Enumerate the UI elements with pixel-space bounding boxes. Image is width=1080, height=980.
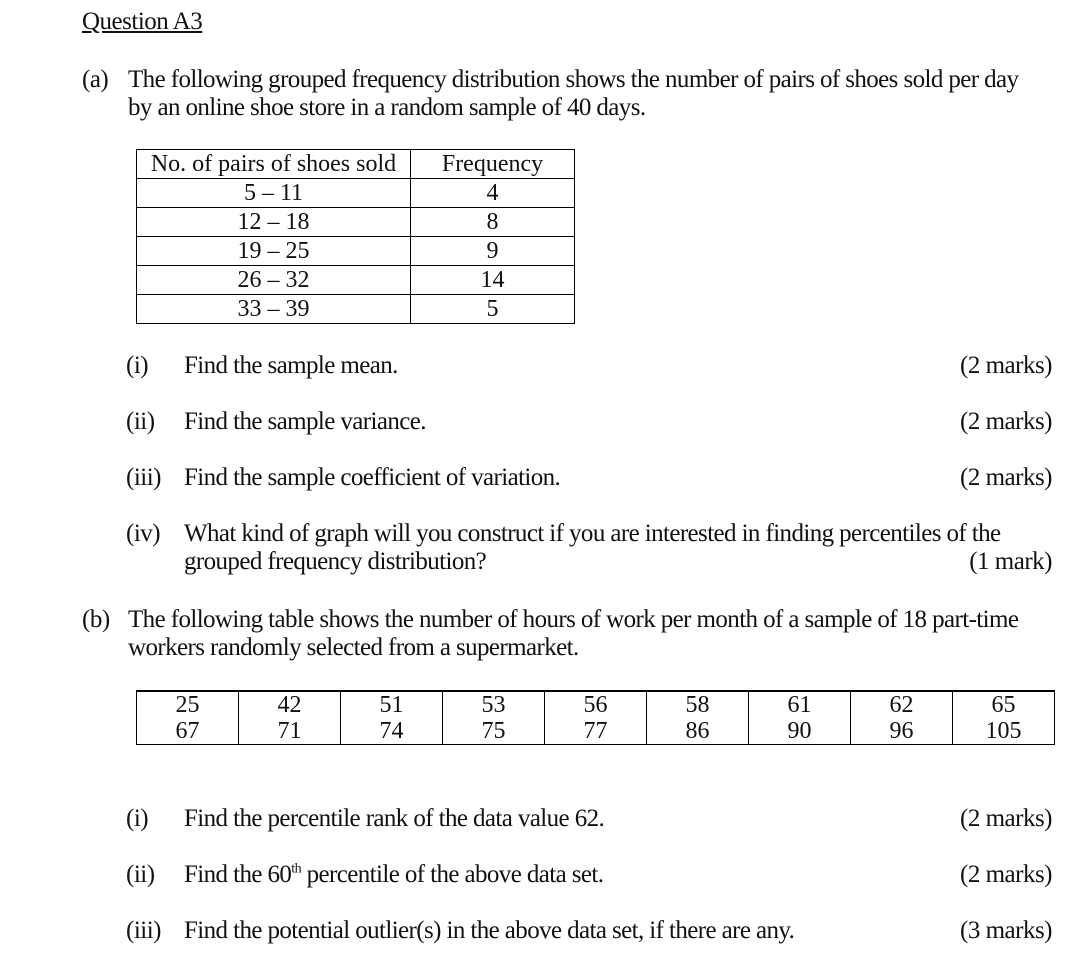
a-ii-marks: (2 marks) <box>960 408 1052 435</box>
hours-cell: 51 <box>341 691 443 718</box>
hours-cell: 75 <box>443 718 545 745</box>
frequency-value: 8 <box>411 208 575 237</box>
a-iii-marks: (2 marks) <box>960 464 1052 491</box>
frequency-table-header <box>137 150 575 179</box>
hours-cell: 77 <box>545 718 647 745</box>
class-interval: 19 – 25 <box>137 237 411 266</box>
hours-cell: 61 <box>749 691 851 718</box>
hours-row-1 <box>137 691 1055 718</box>
hours-cell: 74 <box>341 718 443 745</box>
part-a-intro <box>128 66 1018 122</box>
header-pairs-sold: No. of pairs of shoes sold <box>137 150 411 179</box>
b-ii-text-pre: Find the 60 <box>184 861 292 888</box>
b-ii-marks: (2 marks) <box>960 861 1052 888</box>
a-iv-text-line2: grouped frequency distribution? <box>184 548 487 575</box>
hours-cell: 105 <box>953 718 1055 745</box>
class-interval: 33 – 39 <box>137 295 411 324</box>
table-row <box>137 208 575 237</box>
a-i-marks: (2 marks) <box>960 352 1052 379</box>
hours-cell: 53 <box>443 691 545 718</box>
a-iii-label: (iii) <box>126 464 161 491</box>
a-ii-text: Find the sample variance. <box>184 408 426 435</box>
hours-cell: 67 <box>137 718 239 745</box>
hours-cell: 71 <box>239 718 341 745</box>
table-row <box>137 295 575 324</box>
frequency-value: 5 <box>411 295 575 324</box>
hours-table <box>136 690 1055 745</box>
part-b-label: (b) <box>82 606 110 633</box>
hours-row-2 <box>137 718 1055 745</box>
part-a-intro-line2: by an online shoe store in a random sample of 40 days. <box>128 94 646 121</box>
table-row <box>137 266 575 295</box>
a-iii-text: Find the sample coefficient of variation. <box>184 464 561 491</box>
part-b-intro-line1: The following table shows the number of hours of work per month of a sample of 18 part-time <box>128 606 1019 633</box>
frequency-value: 9 <box>411 237 575 266</box>
a-ii-label: (ii) <box>126 408 155 435</box>
hours-cell: 65 <box>953 691 1055 718</box>
hours-cell: 25 <box>137 691 239 718</box>
class-interval: 26 – 32 <box>137 266 411 295</box>
table-row <box>137 179 575 208</box>
a-iv-text-line1: What kind of graph will you construct if you are interested in finding percentiles of the <box>184 520 1001 547</box>
hours-cell: 96 <box>851 718 953 745</box>
b-iii-label: (iii) <box>126 917 161 944</box>
a-iv-marks: (1 mark) <box>969 548 1052 575</box>
hours-cell: 90 <box>749 718 851 745</box>
b-iii-text: Find the potential outlier(s) in the above data set, if there are any. <box>184 917 795 944</box>
part-b-intro-line2: workers randomly selected from a supermarket. <box>128 634 579 661</box>
b-ii-text-post: percentile of the above data set. <box>301 861 604 888</box>
hours-cell: 62 <box>851 691 953 718</box>
class-interval: 12 – 18 <box>137 208 411 237</box>
b-ii-label: (ii) <box>126 861 155 888</box>
part-a-label: (a) <box>82 66 109 93</box>
frequency-table <box>136 149 575 324</box>
a-i-label: (i) <box>126 352 149 379</box>
header-frequency: Frequency <box>411 150 575 179</box>
frequency-value: 14 <box>411 266 575 295</box>
part-b-intro <box>128 606 1018 662</box>
b-i-text: Find the percentile rank of the data value 62. <box>184 805 605 832</box>
b-iii-marks: (3 marks) <box>960 917 1052 944</box>
hours-cell: 58 <box>647 691 749 718</box>
table-row <box>137 237 575 266</box>
part-a-intro-line1: The following grouped frequency distribution shows the number of pairs of shoes sold per day <box>128 66 1019 93</box>
hours-cell: 86 <box>647 718 749 745</box>
b-ii-text-sup: th <box>291 861 301 877</box>
frequency-value: 4 <box>411 179 575 208</box>
a-i-text: Find the sample mean. <box>184 352 398 379</box>
hours-cell: 42 <box>239 691 341 718</box>
a-iv-label: (iv) <box>126 520 161 547</box>
b-ii-text <box>184 861 603 889</box>
class-interval: 5 – 11 <box>137 179 411 208</box>
hours-cell: 56 <box>545 691 647 718</box>
b-i-marks: (2 marks) <box>960 805 1052 832</box>
b-i-label: (i) <box>126 805 149 832</box>
question-title: Question A3 <box>82 8 203 35</box>
